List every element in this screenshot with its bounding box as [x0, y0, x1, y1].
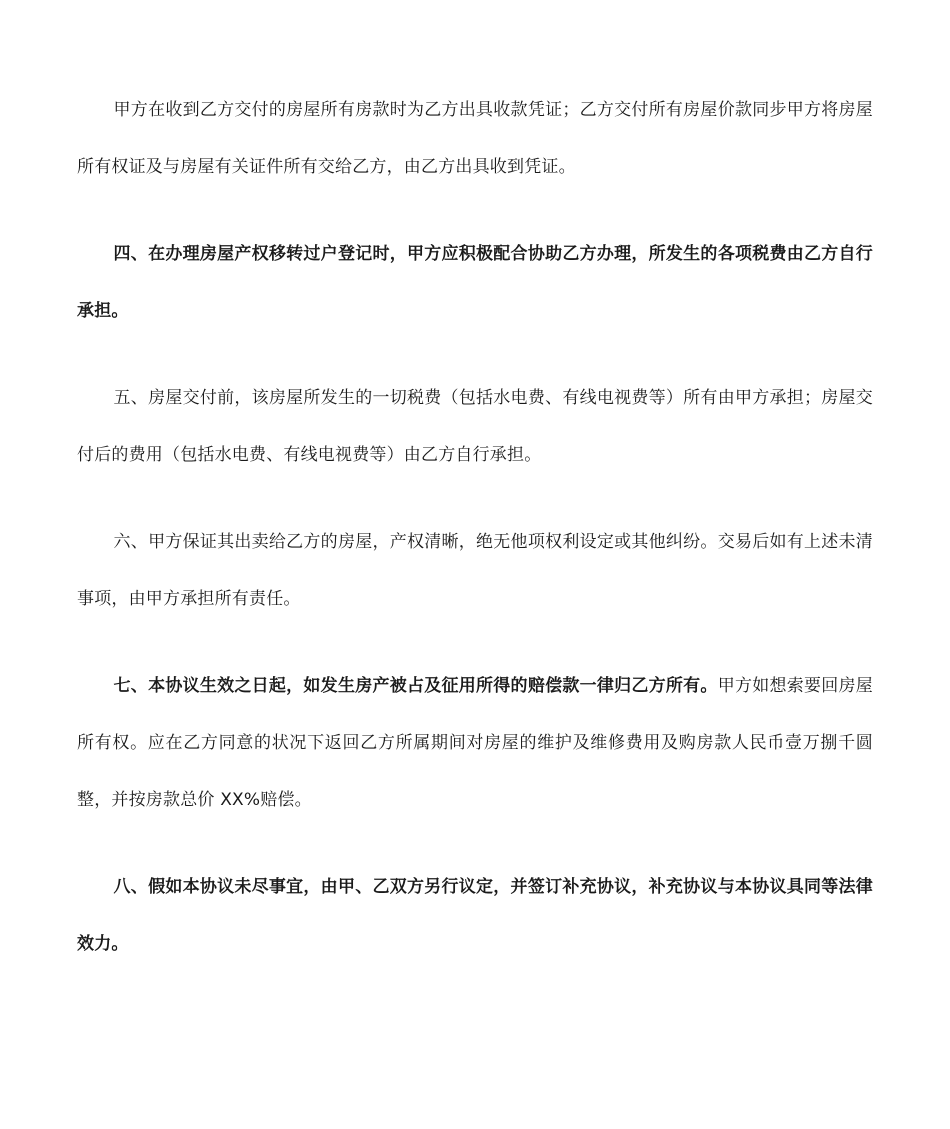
paragraph-bold-text: 八、假如本协议未尽事宜，由甲、乙双方另行议定，并签订补充协议，补充协议与本协议具同等法律效力。: [77, 877, 873, 954]
paragraph-text: 甲方在收到乙方交付的房屋所有房款时为乙方出具收款凭证；乙方交付所有房屋价款同步甲方将房屋所有权证及与房屋有关证件所有交给乙方，由乙方出具收到凭证。: [77, 100, 873, 177]
paragraph-bold-text: 四、在办理房屋产权移转过户登记时，甲方应积极配合协助乙方办理，所发生的各项税费由乙方自行承担。: [77, 244, 873, 321]
paragraph-bold-text: 七、本协议生效之日起，如发生房产被占及征用所得的赔偿款一律归乙方所有。: [113, 676, 718, 696]
paragraph-text: 五、房屋交付前，该房屋所发生的一切税费（包括水电费、有线电视费等）所有由甲方承担；房屋交付后的费用（包括水电费、有线电视费等）由乙方自行承担。: [77, 388, 873, 465]
document-page: [77, 82, 873, 973]
paragraph-receipt: [77, 82, 873, 196]
paragraph-text: 六、甲方保证其出卖给乙方的房屋，产权清晰，绝无他项权利设定或其他纠纷。交易后如有上述未清事项，由甲方承担所有责任。: [77, 532, 873, 609]
paragraph-clause-4: [77, 226, 873, 340]
paragraph-clause-6: [77, 514, 873, 628]
paragraph-clause-7: [77, 658, 873, 829]
paragraph-clause-8: [77, 859, 873, 973]
paragraph-text: 甲方如想索要回房屋所有权。应在乙方同意的状况下返回乙方所属期间对房屋的维护及维修费用及购房款人民币壹万捌千圆整，并按房款总价 XX%赔偿。: [77, 676, 873, 810]
paragraph-clause-5: [77, 370, 873, 484]
